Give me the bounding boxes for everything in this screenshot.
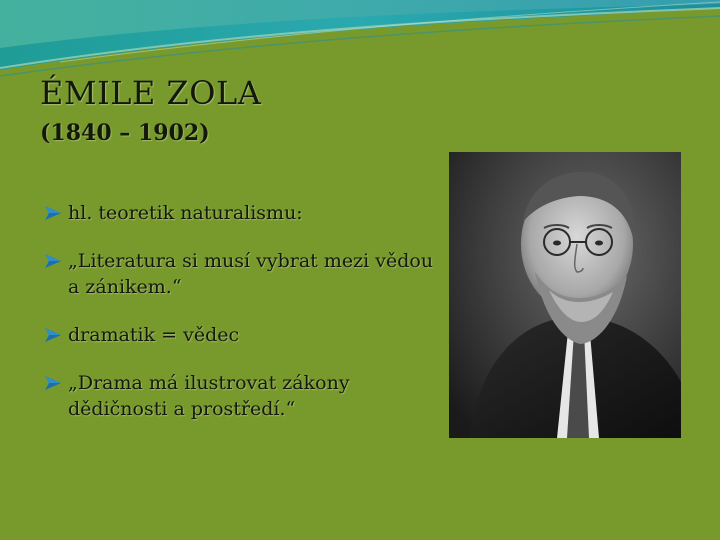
arrow-bullet-icon	[44, 205, 62, 221]
bullet-text: dramatik = vědec	[68, 324, 240, 346]
bullet-text: „Drama má ilustrovat zákony dědičnosti a prostředí.“	[68, 372, 350, 420]
bullet-item	[44, 200, 434, 226]
slide-subtitle: (1840 – 1902)	[40, 120, 210, 146]
bullet-text: „Literatura si musí vybrat mezi vědou a zánikem.“	[68, 250, 434, 298]
bullet-list	[44, 200, 434, 422]
arrow-bullet-icon	[44, 327, 62, 343]
bullet-item	[44, 370, 434, 422]
bullet-item	[44, 322, 434, 348]
arrow-bullet-icon	[44, 253, 62, 269]
bullet-item	[44, 248, 434, 300]
arrow-bullet-icon	[44, 375, 62, 391]
portrait-photo	[449, 152, 681, 438]
slide-title: ÉMILE ZOLA	[40, 74, 262, 112]
bullet-text: hl. teoretik naturalismu:	[68, 202, 303, 224]
